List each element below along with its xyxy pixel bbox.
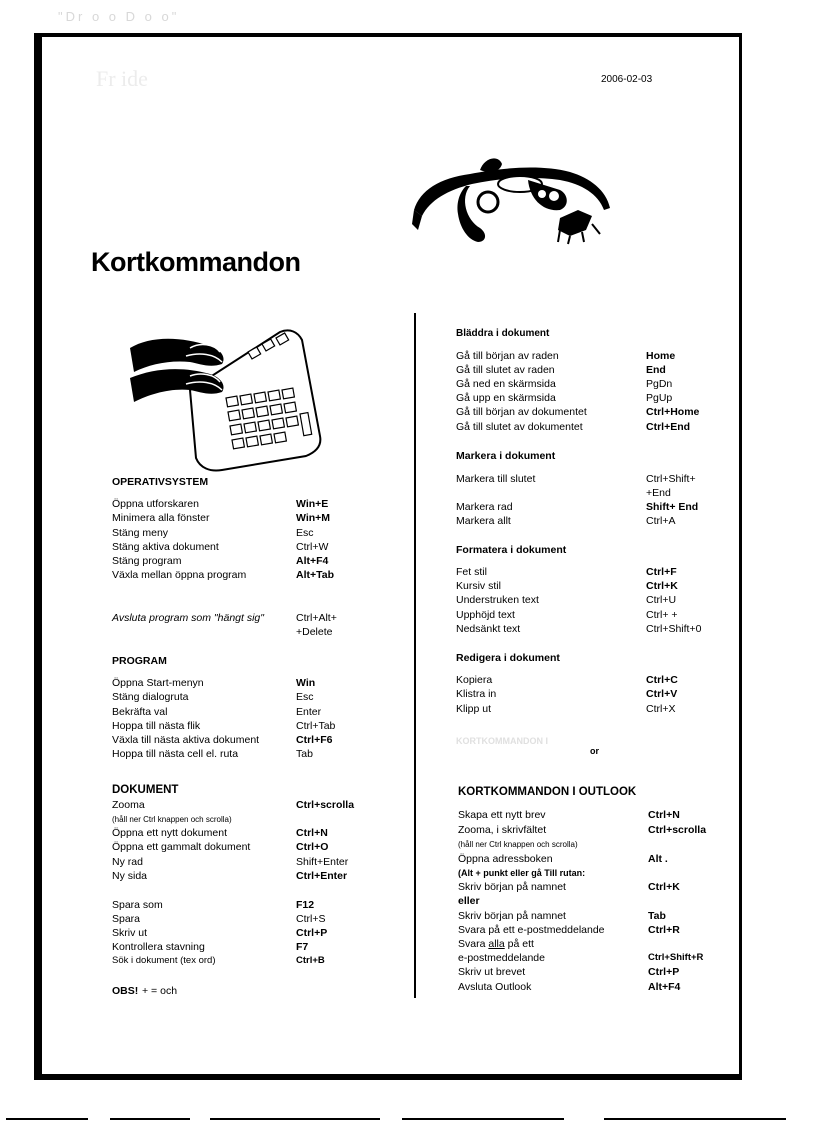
scan-rule xyxy=(604,1118,786,1120)
list-item xyxy=(112,954,325,968)
list-item xyxy=(112,568,335,582)
command-label: Spara som xyxy=(112,899,163,911)
list-item xyxy=(112,554,329,568)
command-label: Hoppa till nästa cell el. ruta xyxy=(112,748,239,760)
shortcut-key: Home xyxy=(646,350,676,362)
or-text: or xyxy=(590,746,599,756)
shortcut-key: PgDn xyxy=(646,378,673,390)
list-item xyxy=(458,880,680,894)
cartoon-illustration xyxy=(410,150,616,246)
command-label: Skriv ut xyxy=(112,927,148,939)
shortcut-key: Enter xyxy=(296,706,322,718)
obs-text: + = och xyxy=(142,985,178,997)
shortcut-key xyxy=(646,472,696,500)
shortcut-key: Ctrl+Shift+R xyxy=(648,952,704,963)
command-label: Markera allt xyxy=(456,515,511,527)
list-item xyxy=(458,823,707,837)
command-label: Fet stil xyxy=(456,566,487,578)
command-label: Kontrollera stavning xyxy=(112,941,205,953)
shortcut-key: Ctrl+U xyxy=(646,594,677,606)
list-item xyxy=(112,719,336,733)
shortcut-key: Esc xyxy=(296,691,314,703)
command-label: Öppna ett nytt dokument xyxy=(112,827,227,839)
faint-heading-text: KORTKOMMANDON I xyxy=(456,736,548,746)
shortcut-key: End xyxy=(646,364,666,376)
list-item xyxy=(112,940,309,954)
list-item xyxy=(456,593,677,607)
list-item xyxy=(456,363,666,377)
shortcut-key: Ctrl+W xyxy=(296,541,329,553)
shortcut-key: Win xyxy=(296,677,316,689)
shortcut-key: Shift+Enter xyxy=(296,856,349,868)
shortcut-key: Ctrl+P xyxy=(648,966,680,978)
zoom-note: (håll ner Ctrl knappen och scrolla) xyxy=(458,840,578,849)
command-label: Växla till nästa aktiva dokument xyxy=(112,734,260,746)
command-label: Öppna utforskaren xyxy=(112,498,199,510)
scan-rule xyxy=(210,1118,380,1120)
command-label: Upphöjd text xyxy=(456,609,515,621)
shortcut-key: Ctrl+Tab xyxy=(296,720,336,732)
list-item xyxy=(112,526,314,540)
shortcut-key: Ctrl+S xyxy=(296,913,326,925)
section-heading-bladdra: Bläddra i dokument xyxy=(456,328,550,339)
list-item xyxy=(112,611,337,638)
command-label: Markera till slutet xyxy=(456,473,536,485)
command-label: Zooma xyxy=(112,799,145,811)
shortcut-key: Ctrl+K xyxy=(648,881,680,893)
shortcut-key: Ctrl+O xyxy=(296,841,329,853)
command-label: Öppna ett gammalt dokument xyxy=(112,841,251,853)
shortcut-key: Ctrl+X xyxy=(646,703,676,715)
list-item xyxy=(456,565,677,579)
list-item xyxy=(458,965,680,979)
section-heading-program: PROGRAM xyxy=(112,655,167,667)
shortcut-key: Ctrl+R xyxy=(648,924,680,936)
list-item xyxy=(112,926,328,940)
command-label: Stäng dialogruta xyxy=(112,691,189,703)
command-label: Öppna Start-menyn xyxy=(112,677,204,689)
shortcut-key-line2: +End xyxy=(646,487,671,499)
list-item xyxy=(112,826,328,840)
command-label: Gå upp en skärmsida xyxy=(456,392,556,404)
list-item xyxy=(456,622,702,636)
command-label: Hoppa till nästa flik xyxy=(112,720,201,732)
shortcut-key: Shift+ End xyxy=(646,501,699,513)
shortcut-key: Ctrl+scrolla xyxy=(296,799,355,811)
shortcut-key: Ctrl+F6 xyxy=(296,734,333,746)
faint-header-text: "Dr o o D o o" xyxy=(58,9,180,24)
command-label: Avsluta program som "hängt sig" xyxy=(112,612,264,624)
command-label: Kopiera xyxy=(456,674,493,686)
list-item xyxy=(456,687,678,701)
shortcut-key: Ctrl+V xyxy=(646,688,678,700)
page-title: Kortkommandon xyxy=(91,247,301,277)
keyboard-illustration xyxy=(130,328,330,474)
command-label: Stäng aktiva dokument xyxy=(112,541,219,553)
list-item xyxy=(456,472,696,499)
command-label: Skriv ut brevet xyxy=(458,966,526,978)
list-item xyxy=(456,579,678,593)
list-item xyxy=(458,980,681,994)
shortcut-key: Alt . xyxy=(648,853,668,865)
command-label: Minimera alla fönster xyxy=(112,512,210,524)
shortcut-key: F7 xyxy=(296,941,309,953)
shortcut-key-line2: +Delete xyxy=(296,626,333,638)
obs-note xyxy=(112,984,178,998)
shortcut-key: Esc xyxy=(296,527,314,539)
shortcut-key: F12 xyxy=(296,899,315,911)
shortcut-key: Ctrl+N xyxy=(648,809,680,821)
shortcut-key: Ctrl+B xyxy=(296,955,325,966)
list-item xyxy=(456,702,676,716)
list-item xyxy=(112,497,329,511)
list-item xyxy=(456,514,676,528)
list-item xyxy=(112,705,322,719)
list-item xyxy=(112,690,314,704)
shortcut-key: Ctrl+Home xyxy=(646,406,700,418)
command-label: Skriv början på namnet xyxy=(458,910,566,922)
shortcut-key: Alt+Tab xyxy=(296,569,335,581)
shortcut-key: Ctrl+ + xyxy=(646,609,678,621)
list-item xyxy=(456,377,673,391)
command-label: Zooma, i skrivfältet xyxy=(458,824,547,836)
command-label: Gå till slutet av dokumentet xyxy=(456,421,583,433)
command-label: Skapa ett nytt brev xyxy=(458,809,546,821)
shortcut-key-line1: Ctrl+Shift+ xyxy=(646,473,696,485)
faint-title-text: Fr ide xyxy=(96,66,148,91)
list-item xyxy=(456,405,700,419)
shortcut-key xyxy=(296,611,337,639)
command-label: Sök i dokument (tex ord) xyxy=(112,955,216,966)
svara-alla-underlined: alla xyxy=(488,938,505,950)
command-label: Markera rad xyxy=(456,501,513,513)
shortcut-key: Ctrl+Enter xyxy=(296,870,348,882)
svara-alla-post: på ett xyxy=(504,938,534,950)
list-item xyxy=(458,808,680,822)
list-item xyxy=(458,852,668,866)
list-item xyxy=(112,733,333,747)
list-item xyxy=(112,840,329,854)
svara-alla-pre: Svara xyxy=(458,938,489,950)
shortcut-key-line1: Ctrl+Alt+ xyxy=(296,612,337,624)
list-item xyxy=(112,912,326,926)
eller-text: eller xyxy=(458,895,480,907)
scan-rule xyxy=(402,1118,564,1120)
column-divider xyxy=(414,313,416,998)
command-label: Gå till slutet av raden xyxy=(456,364,555,376)
adress-note: (Alt + punkt eller gå Till rutan: xyxy=(458,868,586,878)
shortcut-key: Tab xyxy=(296,748,313,760)
list-item xyxy=(458,951,704,965)
list-item xyxy=(456,349,676,363)
command-label: Bekräfta val xyxy=(112,706,168,718)
shortcut-key: Ctrl+A xyxy=(646,515,676,527)
section-heading-markera: Markera i dokument xyxy=(456,450,556,462)
section-heading-formatera: Formatera i dokument xyxy=(456,544,567,556)
shortcut-key: Ctrl+Shift+0 xyxy=(646,623,702,635)
command-label: Gå till början av raden xyxy=(456,350,559,362)
command-label: Understruken text xyxy=(456,594,539,606)
list-item xyxy=(456,391,673,405)
list-item xyxy=(112,747,313,761)
shortcut-key: Ctrl+C xyxy=(646,674,678,686)
shortcut-key: Win+E xyxy=(296,498,329,510)
shortcut-key: Ctrl+F xyxy=(646,566,677,578)
command-label: Svara på ett e-postmeddelande xyxy=(458,924,605,936)
zoom-note: (håll ner Ctrl knappen och scrolla) xyxy=(112,815,232,824)
command-label: Gå till början av dokumentet xyxy=(456,406,587,418)
shortcut-key: Ctrl+scrolla xyxy=(648,824,707,836)
obs-label: OBS! xyxy=(112,985,139,997)
command-label: Skriv början på namnet xyxy=(458,881,566,893)
command-label: Avsluta Outlook xyxy=(458,981,532,993)
command-label: Klipp ut xyxy=(456,703,492,715)
section-heading-operativsystem: OPERATIVSYSTEM xyxy=(112,476,209,488)
shortcut-key: PgUp xyxy=(646,392,673,404)
list-item xyxy=(112,540,329,554)
section-heading-redigera: Redigera i dokument xyxy=(456,652,560,664)
document-date: 2006-02-03 xyxy=(601,74,653,85)
shortcut-key: Ctrl+End xyxy=(646,421,691,433)
list-item xyxy=(112,869,348,883)
shortcut-key: Ctrl+N xyxy=(296,827,328,839)
shortcut-key: Alt+F4 xyxy=(296,555,329,567)
shortcut-key: Ctrl+P xyxy=(296,927,328,939)
command-label: Spara xyxy=(112,913,141,925)
shortcut-key: Win+M xyxy=(296,512,331,524)
scan-rule xyxy=(110,1118,190,1120)
command-label: Kursiv stil xyxy=(456,580,501,592)
list-item xyxy=(458,937,534,951)
list-item xyxy=(112,511,331,525)
shortcut-key: Ctrl+K xyxy=(646,580,678,592)
command-label: Växla mellan öppna program xyxy=(112,569,247,581)
command-label: Ny sida xyxy=(112,870,148,882)
list-item xyxy=(112,855,349,869)
section-heading-dokument: DOKUMENT xyxy=(112,784,179,796)
list-item xyxy=(112,676,316,690)
list-item xyxy=(458,909,666,923)
command-label: Nedsänkt text xyxy=(456,623,521,635)
command-label: Stäng meny xyxy=(112,527,169,539)
list-item xyxy=(456,608,678,622)
command-label: Ny rad xyxy=(112,856,143,868)
command-label: Gå ned en skärmsida xyxy=(456,378,556,390)
list-item xyxy=(456,420,691,434)
list-item xyxy=(112,898,315,912)
command-label: Stäng program xyxy=(112,555,182,567)
command-label: Öppna adressboken xyxy=(458,853,553,865)
list-item xyxy=(112,798,355,812)
section-heading-outlook: KORTKOMMANDON I OUTLOOK xyxy=(458,786,637,798)
shortcut-key: Tab xyxy=(648,910,666,922)
list-item xyxy=(458,923,680,937)
command-label: Klistra in xyxy=(456,688,497,700)
command-label: e-postmeddelande xyxy=(458,952,545,964)
shortcut-key: Alt+F4 xyxy=(648,981,681,993)
list-item xyxy=(456,500,699,514)
scan-rule xyxy=(6,1118,88,1120)
list-item xyxy=(456,673,678,687)
